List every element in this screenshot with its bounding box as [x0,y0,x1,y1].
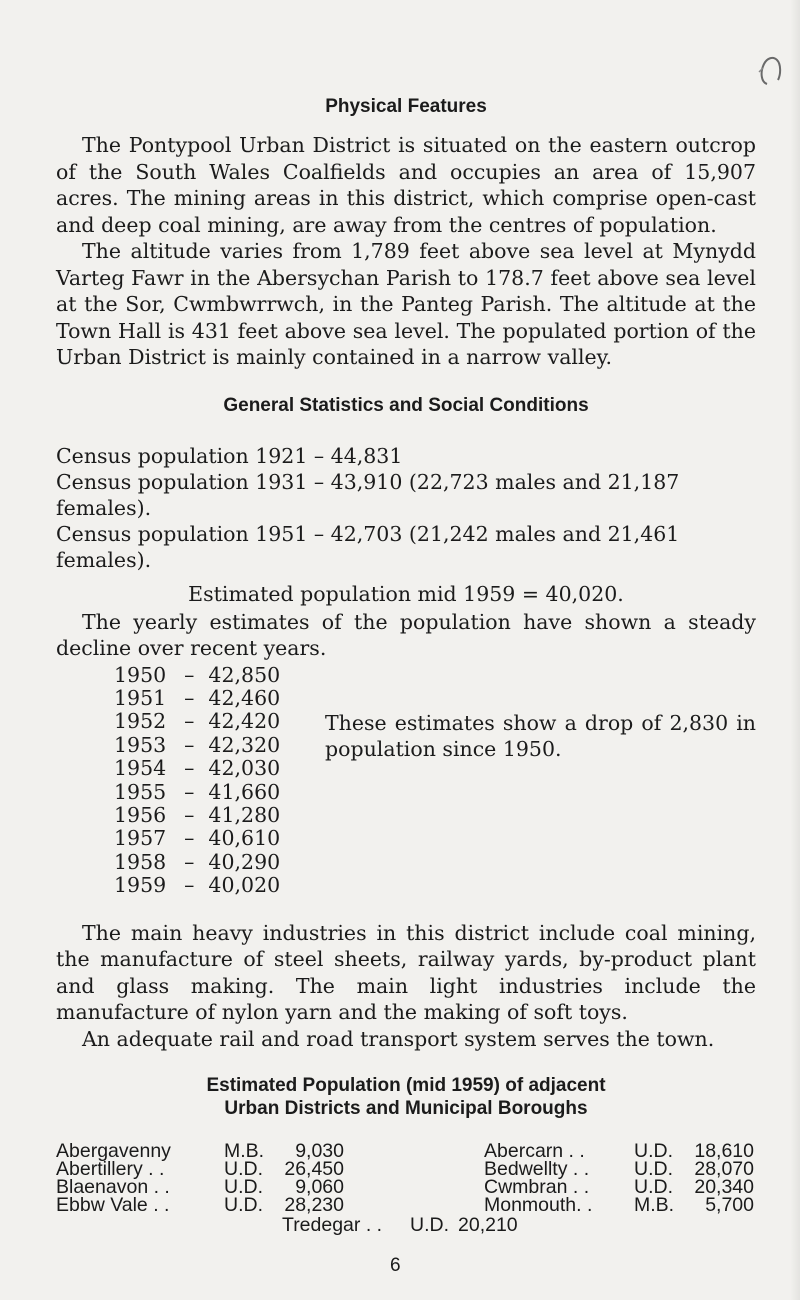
district-name: Abercarn . . [484,1140,585,1162]
dash-cell: – [184,826,195,851]
district-population: 9,060 [295,1176,344,1198]
dash-cell: – [184,849,195,874]
yearly-estimates-table [114,664,280,898]
dash-cell: – [184,732,195,757]
year-cell: 1953 [114,732,167,757]
district-type: U.D. [634,1176,673,1198]
year-row [114,827,280,850]
population-cell: 42,320 [208,732,281,757]
year-row [114,781,280,804]
page-edge-shadow [790,0,800,1300]
district-population: 28,070 [694,1158,754,1180]
district-type: U.D. [224,1176,263,1198]
general-statistics-heading: General Statistics and Social Conditions [223,394,589,416]
district-row [484,1196,754,1214]
year-row [114,874,280,897]
district-name: Abertillery . . [56,1158,165,1180]
adjacent-population-block [56,1142,756,1262]
district-name: Blaenavon . . [56,1176,170,1198]
year-cell: 1959 [114,873,167,898]
census-1931: Census population 1931 – 43,910 (22,723 males and 21,187 females). [56,469,680,520]
district-type: M.B. [224,1140,265,1162]
year-cell: 1954 [114,756,167,781]
year-row [114,757,280,780]
district-type: M.B. [634,1194,675,1216]
district-population: 20,340 [694,1176,754,1198]
population-cell: 42,460 [208,685,281,710]
dash-cell: – [184,802,195,827]
population-cell: 42,030 [208,756,281,781]
adjacent-heading-line-1: Estimated Population (mid 1959) of adjacent [206,1075,606,1096]
year-cell: 1956 [114,802,167,827]
year-row [114,664,280,687]
page-number: 6 [390,1255,401,1276]
year-cell: 1955 [114,779,167,804]
physical-features-heading: Physical Features [325,96,487,117]
physical-paragraph-1: The Pontypool Urban District is situated on the eastern outcrop of the South Wales Coalfields and occupies an area of 15,907 acres. The mining areas in this district, which comprise open-cast and deep coal mining, are away from the centres of population. [56,133,756,237]
year-cell: 1957 [114,826,167,851]
district-name: Ebbw Vale . . [56,1194,170,1216]
estimated-population-1959: Estimated population mid 1959 = 40,020. [188,581,624,606]
year-row [114,710,280,733]
adjacent-population-heading [56,1074,756,1120]
drop-note: These estimates show a drop of 2,830 in population since 1950. [325,710,756,761]
census-list [56,443,756,573]
year-cell: 1958 [114,849,167,874]
population-cell: 42,850 [208,662,281,687]
tredegar-pop: 20,210 [458,1214,518,1236]
decline-paragraph: The yearly estimates of the population have shown a steady decline over recent years. [56,609,756,660]
district-type: U.D. [634,1140,673,1162]
tredegar-row [282,1216,518,1234]
adjacent-left-table [56,1142,344,1214]
district-row [56,1196,344,1214]
industries-paragraph: The main heavy industries in this district include coal mining, the manufacture of steel sheets, railway yards, by-product plant and glass making. The main light industries include the manufacture of nylon yarn and the making of soft toys. [56,920,756,1024]
population-cell: 41,280 [208,802,281,827]
district-type: U.D. [224,1194,263,1216]
dash-cell: – [184,873,195,898]
year-row [114,804,280,827]
population-cell: 42,420 [208,709,281,734]
corner-ink-mark [757,54,785,88]
tredegar-name: Tredegar . . [282,1214,383,1236]
census-1921: Census population 1921 – 44,831 [56,443,403,468]
population-cell: 41,660 [208,779,281,804]
district-name: Cwmbran . . [484,1176,590,1198]
year-row [114,734,280,757]
year-cell: 1950 [114,662,167,687]
transport-paragraph: An adequate rail and road transport system serves the town. [82,1026,715,1051]
district-population: 9,030 [295,1140,344,1162]
population-cell: 40,290 [208,849,281,874]
document-page [56,96,756,1262]
dash-cell: – [184,662,195,687]
population-cell: 40,020 [208,873,281,898]
district-type: U.D. [224,1158,263,1180]
dash-cell: – [184,685,195,710]
dash-cell: – [184,709,195,734]
year-row [114,851,280,874]
tredegar-type: U.D. [410,1214,449,1236]
dash-cell: – [184,779,195,804]
district-name: Abergavenny [56,1140,171,1162]
district-population: 18,610 [694,1140,754,1162]
yearly-estimates-block [56,664,756,920]
physical-paragraph-2: The altitude varies from 1,789 feet above sea level at Mynydd Varteg Fawr in the Abersychan Parish to 178.7 feet above sea level at the Sor, Cwmbwrrwch, in the Panteg Parish. The altitude at the Town Hall is 431 feet above sea level. The populated portion of the Urban District is mainly contained in a narrow valley. [56,239,756,369]
district-population: 28,230 [284,1194,344,1216]
district-population: 26,450 [284,1158,344,1180]
population-cell: 40,610 [208,826,281,851]
year-cell: 1951 [114,685,167,710]
district-name: Bedwellty . . [484,1158,590,1180]
adjacent-heading-line-2: Urban Districts and Municipal Boroughs [224,1098,588,1119]
adjacent-right-table [484,1142,754,1214]
district-population: 5,700 [705,1194,754,1216]
census-1951: Census population 1951 – 42,703 (21,242 males and 21,461 females). [56,521,680,572]
district-name: Monmouth. . [484,1194,593,1216]
district-type: U.D. [634,1158,673,1180]
year-cell: 1952 [114,709,167,734]
year-row [114,687,280,710]
dash-cell: – [184,756,195,781]
